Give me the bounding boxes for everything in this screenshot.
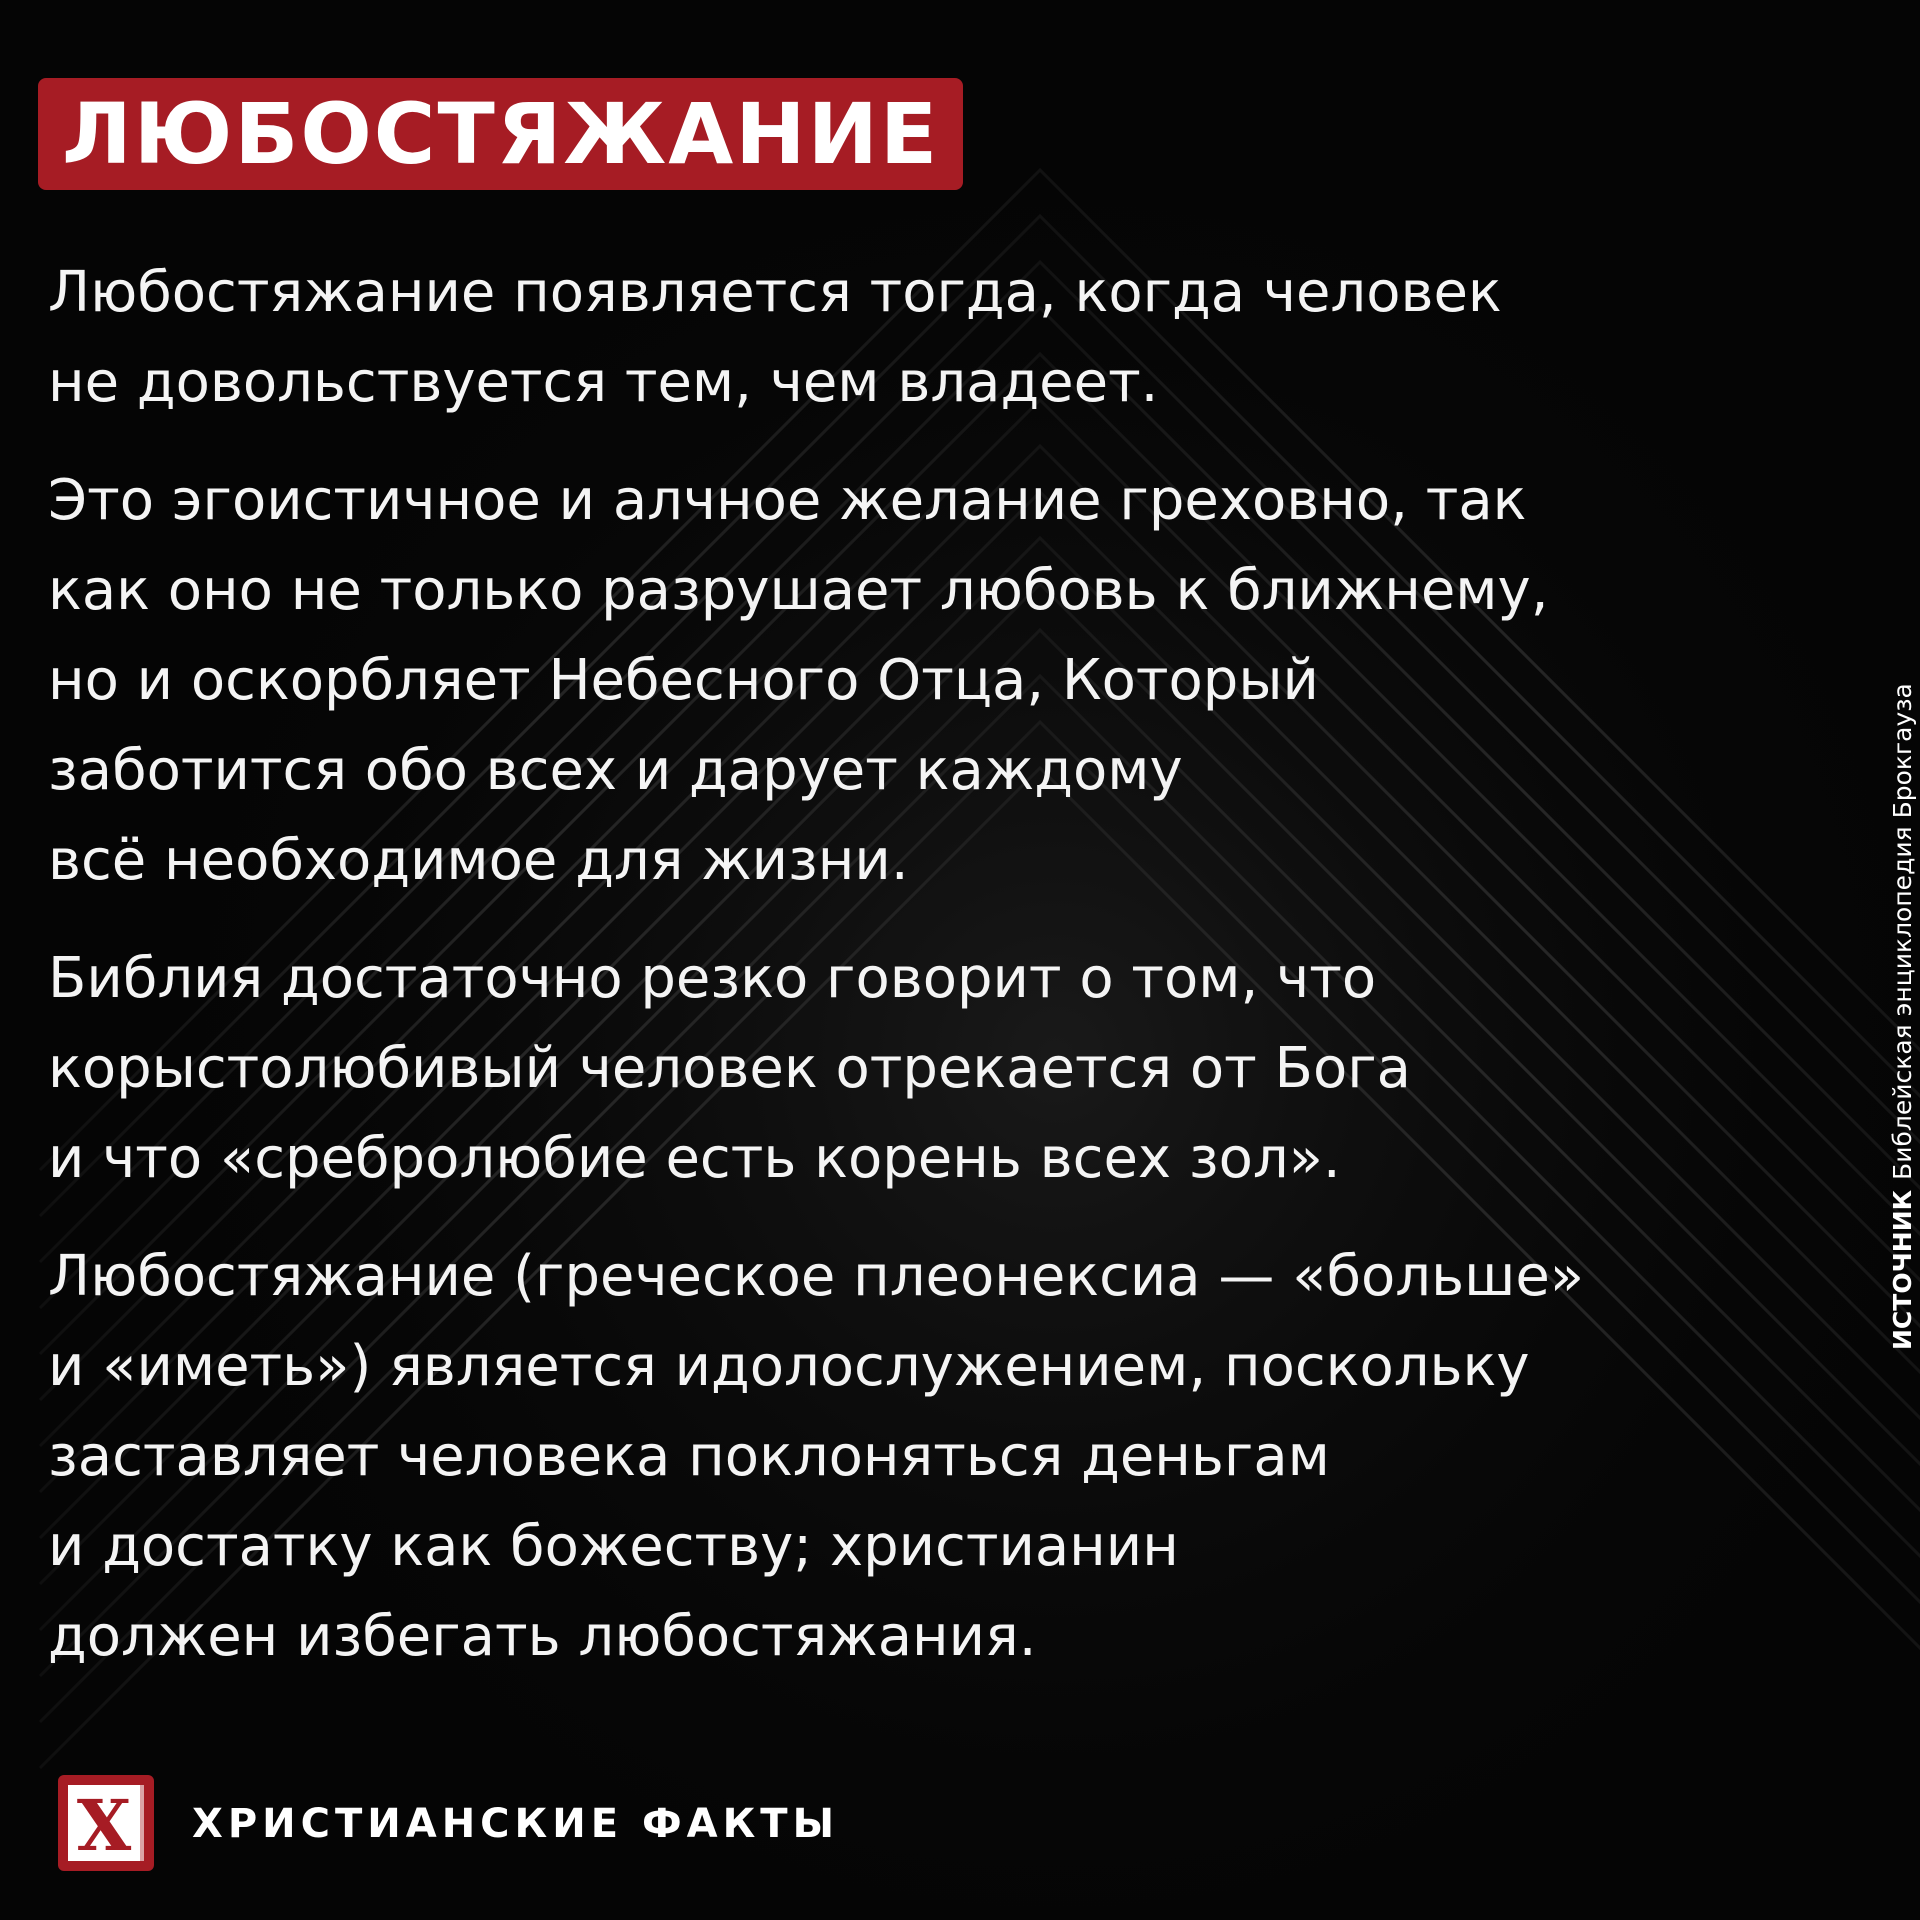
source-label: ИСТОЧНИК <box>1888 1189 1917 1350</box>
paragraph-3: Библия достаточно резко говорит о том, что корыстолюбивый человек отрекается от Бога и что «сребролюбие есть корень всех зол». <box>48 946 1411 1191</box>
page-title: ЛЮБОСТЯЖАНИЕ <box>62 85 940 183</box>
article-body <box>48 248 1808 1710</box>
paragraph-2: Это эгоистичное и алчное желание греховно, так как оно не только разрушает любовь к ближнему, но и оскорбляет Небесного Отца, Который заботится обо всех и дарует каждому всё необходимое для жизни. <box>48 468 1549 893</box>
brand-name: ХРИСТИАНСКИЕ ФАКТЫ <box>192 1801 840 1847</box>
title-badge <box>38 78 963 190</box>
paragraph-4: Любостяжание (греческое плеонексиа — «больше» и «иметь») является идолослужением, поскольку заставляет человека поклоняться деньгам и достатку как божеству; христианин должен избегать любостяжания. <box>48 1244 1585 1669</box>
source-credit <box>1888 683 1917 1350</box>
source-text: Библейская энциклопедия Брокгауза <box>1888 683 1917 1180</box>
svg-text:X: X <box>76 1784 132 1867</box>
paragraph-1: Любостяжание появляется тогда, когда человек не довольствуется тем, чем владеет. <box>48 260 1502 415</box>
book-x-logo-icon <box>58 1775 154 1871</box>
